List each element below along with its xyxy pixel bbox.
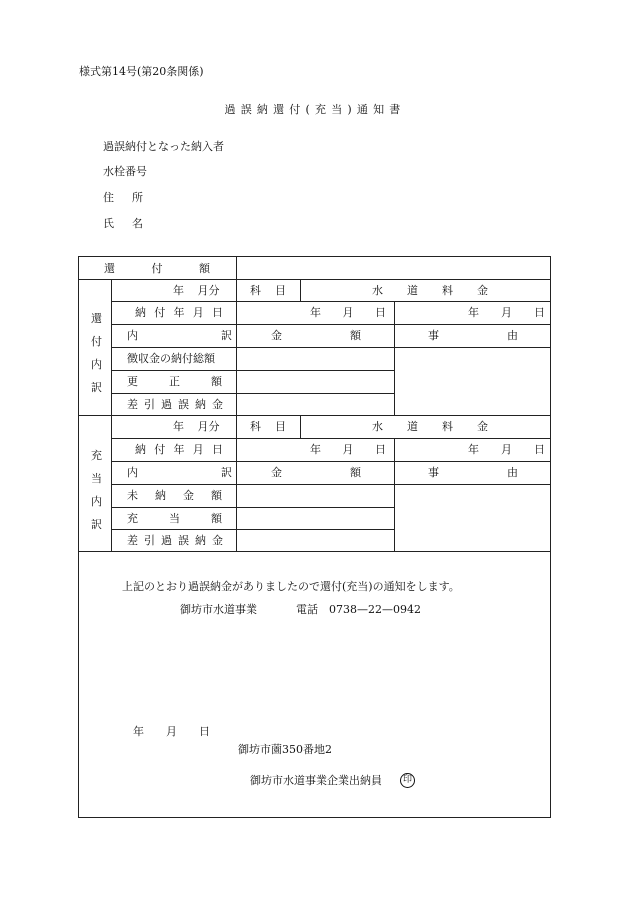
seal-mark: 印 [400,773,415,788]
subject-label: 科目 [250,284,300,297]
appropriation-section-label: 充 当 内 訳 [91,449,102,531]
table-rule [111,279,112,551]
table-rule [111,507,394,508]
net-overpayment-label: 差 引 過 誤 納 金 [127,398,223,411]
payment-date-placeholder: 年 月 日 [310,443,386,456]
name-label: 氏名 [103,217,161,230]
issue-date: 年 月 日 [133,725,210,738]
table-rule [111,324,551,325]
correction-amount-label: 更 正 額 [127,375,222,388]
breakdown-label: 内 訳 [127,466,232,479]
year-month-portion-label: 年 月分 [173,284,220,297]
table-rule [78,279,551,280]
table-rule [111,347,551,348]
table-rule [300,279,301,301]
document-title: 過誤納還付(充当)通知書 [224,103,406,116]
net-overpayment-label: 差 引 過 誤 納 金 [127,534,223,547]
address-label: 住所 [103,191,161,204]
cashier-title: 御坊市水道事業企業出納員 [250,774,382,787]
table-rule [111,393,394,394]
water-fee-label: 水 道 料 金 [372,420,488,433]
table-rule [111,370,394,371]
table-rule [111,484,551,485]
amount-header: 金 額 [271,466,361,479]
table-rule [394,301,395,415]
table-rule [236,256,237,552]
payment-date-label: 納 付 年 月 日 [135,443,223,456]
issuer-phone: 電話 0738—22—0942 [296,603,421,616]
appropriated-amount-label: 充 当 額 [127,512,222,525]
table-rule [78,551,551,552]
reason-header: 事 由 [428,466,518,479]
issuer-name: 御坊市水道事業 [180,603,257,616]
refund-amount-label: 還 付 額 [104,262,210,275]
table-rule [111,438,551,439]
breakdown-label: 内 訳 [127,329,232,342]
water-fee-label: 水 道 料 金 [372,284,488,297]
total-payment-label: 徴収金の納付総額 [127,352,215,365]
table-rule [111,461,551,462]
issuer-address: 御坊市薗350番地2 [238,743,332,756]
subject-label: 科目 [250,420,300,433]
notice-message: 上記のとおり過誤納金がありましたので還付(充当)の通知をします。 [122,580,460,593]
refund-section-label: 還 付 内 訳 [91,312,102,394]
payer-label: 過誤納付となった納入者 [103,140,224,153]
payment-date-label: 納 付 年 月 日 [135,306,223,319]
payment-date-placeholder: 年 月 日 [468,443,545,456]
payment-date-placeholder: 年 月 日 [468,306,545,319]
unpaid-amount-label: 未 納 金 額 [127,489,222,502]
table-rule [78,415,551,416]
meter-number-label: 水栓番号 [103,165,147,178]
table-rule [111,301,551,302]
table-rule [300,415,301,438]
table-rule [394,438,395,551]
form-reference: 様式第14号(第20条関係) [79,65,204,78]
amount-header: 金 額 [271,329,361,342]
table-rule [111,529,394,530]
payment-date-placeholder: 年 月 日 [310,306,386,319]
year-month-portion-label: 年 月分 [173,420,220,433]
reason-header: 事 由 [428,329,518,342]
